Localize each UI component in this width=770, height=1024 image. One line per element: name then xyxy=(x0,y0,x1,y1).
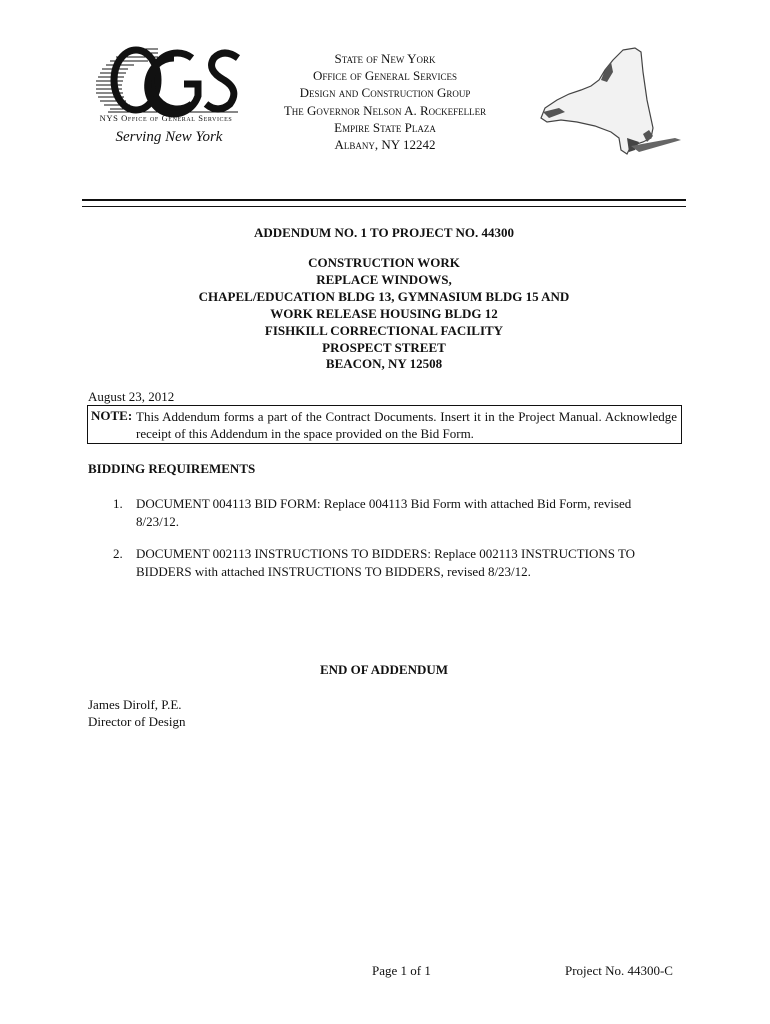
section-heading: BIDDING REQUIREMENTS xyxy=(88,461,256,476)
new-york-state-map-icon xyxy=(535,42,685,167)
requirement-text: DOCUMENT 004113 BID FORM: Replace 004113 Bid Form with attached Bid Form, revised 8/23/12. xyxy=(136,496,632,529)
project-line: CHAPEL/EDUCATION BLDG 13, GYMNASIUM BLDG 15 AND xyxy=(198,288,570,304)
document-date: August 23, 2012 xyxy=(88,389,175,404)
project-line: REPLACE WINDOWS, xyxy=(316,271,452,287)
address-line: Design and Construction Group xyxy=(299,85,471,101)
signatory-title: Director of Design xyxy=(88,714,186,729)
project-line: WORK RELEASE HOUSING BLDG 12 xyxy=(270,305,498,321)
project-line: BEACON, NY 12508 xyxy=(325,356,443,372)
address-line: Office of General Services xyxy=(312,68,458,84)
note-box xyxy=(87,405,682,444)
end-of-addendum: END OF ADDENDUM xyxy=(319,662,449,677)
note-text: This Addendum forms a part of the Contract Documents. Insert it in the Project Manual. Acknowledge receipt of this Addendum in the space provided on the Bid Form. xyxy=(136,409,677,441)
project-line: CONSTRUCTION WORK xyxy=(308,255,460,270)
signatory-name: James Dirolf, P.E. xyxy=(88,697,182,712)
project-description xyxy=(82,255,686,373)
requirement-number: 2. xyxy=(113,546,123,561)
signatory-block xyxy=(88,696,185,730)
requirement-text: DOCUMENT 002113 INSTRUCTIONS TO BIDDERS: Replace 002113 INSTRUCTIONS TO BIDDERS with attached INSTRUCTIONS TO BIDDERS, revised 8/23/12. xyxy=(136,546,636,579)
project-code: Project No. 44300-C xyxy=(565,963,673,978)
requirement-number: 1. xyxy=(113,496,123,511)
address-line: Albany, NY 12242 xyxy=(334,137,436,153)
title-block xyxy=(82,225,686,373)
addendum-title: ADDENDUM NO. 1 TO PROJECT NO. 44300 xyxy=(253,225,515,240)
project-line: PROSPECT STREET xyxy=(322,339,446,355)
address-line: Empire State Plaza xyxy=(334,119,436,135)
address-line: The Governor Nelson A. Rockefeller xyxy=(283,102,487,118)
logo-tagline: Serving New York xyxy=(115,129,223,145)
logo-agency-line: NYS Office of General Services xyxy=(99,113,233,123)
address-line: State of New York xyxy=(334,51,436,66)
header-divider xyxy=(82,199,686,207)
project-line: FISHKILL CORRECTIONAL FACILITY xyxy=(264,322,504,338)
page-number: Page 1 of 1 xyxy=(372,963,431,978)
note-label: NOTE: xyxy=(91,408,133,423)
agency-address xyxy=(255,50,515,153)
